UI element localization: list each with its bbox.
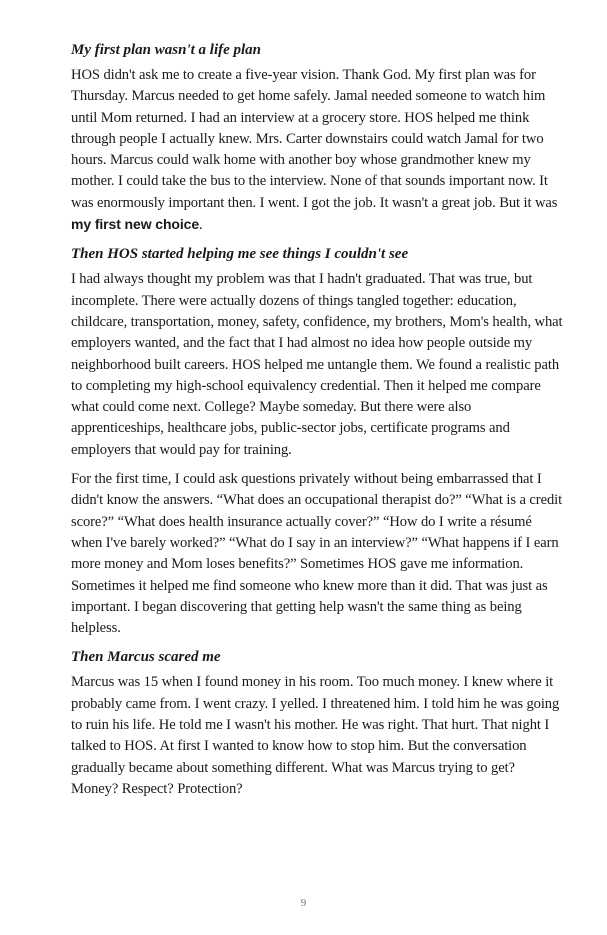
section-heading: My first plan wasn't a life plan [71, 42, 262, 58]
section-see-things [71, 244, 565, 639]
emphasis-text: my first new choice [71, 216, 200, 233]
page-number: 9 [300, 897, 307, 909]
paragraph [71, 65, 565, 236]
section-first-plan [71, 40, 565, 236]
paragraph: For the first time, I could ask questions privately without being embarrassed that I didn't know the answers. “What does an occupational therapist do?” “What is a credit score?” “What does health insurance actually cover?” “How do I write a résumé when I've barely worked?” “What do I say in an interview?” “What happens if I earn more money and Mom loses benefits?” Sometimes HOS gave me information. Sometimes it helped me find someone who knew more than it did. That was just as important. I began discovering that getting help wasn't the same thing as being helpless. [71, 471, 563, 637]
paragraph-end: . [199, 217, 203, 234]
paragraph: I had always thought my problem was that I hadn't graduated. That was true, but incomplete. There were actually dozens of things tangled together: education, childcare, transportation, money, safety, confidence, my brothers, Mom's health, what employers wanted, and the fact that I had almost no idea how people outside my neighborhood built careers. HOS helped me untangle them. We found a realistic path to completing my high-school equivalency credential. Then it helped me compare what could come next. College? Maybe someday. But there were also apprenticeships, healthcare jobs, public-sector jobs, certificate programs and employers that would pay for training. [71, 271, 563, 458]
section-heading: Then HOS started helping me see things I couldn't see [71, 246, 409, 263]
section-marcus [71, 647, 565, 800]
paragraph-text: HOS didn't ask me to create a five-year vision. Thank God. My first plan was for Thursday. Marcus needed to get home safely. Jamal needed someone to watch him until Mom returned. I had an interview at a grocery store. HOS helped me think through people I actually knew. Mrs. Carter downstairs could watch Jamal for two hours. Marcus could walk home with another boy whose grandmother knew my mother. I could take the bus to the interview. None of that sounds important now. It was enormously important then. I went. I got the job. It wasn't a great job. But it was [71, 67, 558, 211]
paragraph: Marcus was 15 when I found money in his room. Too much money. I knew where it probably came from. I went crazy. I yelled. I threatened him. I told him he was going to ruin his life. He told me I wasn't his mother. He was right. That hurt. That night I talked to HOS. At first I wanted to know how to stop him. But the conversation gradually became about something different. What was Marcus trying to get? Money? Respect? Protection? [71, 674, 560, 797]
document-page [71, 40, 565, 808]
section-heading: Then Marcus scared me [71, 649, 221, 666]
